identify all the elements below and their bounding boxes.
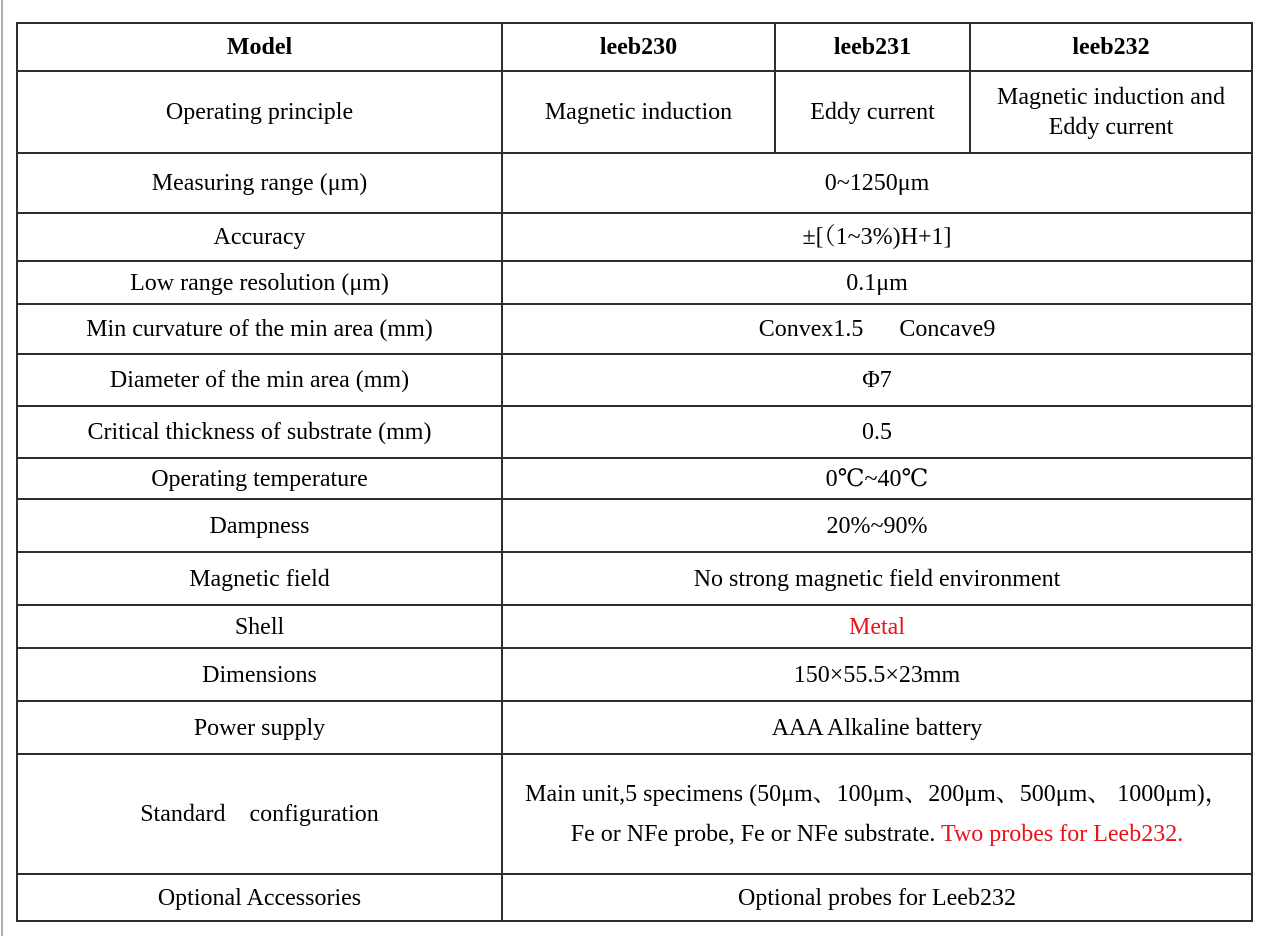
row-label: Magnetic field bbox=[17, 552, 502, 605]
spec-table bbox=[16, 22, 1253, 922]
row-label: Accuracy bbox=[17, 213, 502, 261]
row-value: ±[（1~3%)H+1] bbox=[502, 213, 1252, 261]
row-value: AAA Alkaline battery bbox=[502, 701, 1252, 754]
row-label: Optional Accessories bbox=[17, 874, 502, 921]
table-row bbox=[17, 648, 1252, 701]
model-label: Model bbox=[17, 23, 502, 71]
row-label: Measuring range (μm) bbox=[17, 153, 502, 213]
table-row bbox=[17, 261, 1252, 304]
row-label: Diameter of the min area (mm) bbox=[17, 354, 502, 406]
operating-principle-row bbox=[17, 71, 1252, 153]
row-value: 20%~90% bbox=[502, 499, 1252, 552]
row-value: 150×55.5×23mm bbox=[502, 648, 1252, 701]
row-label: Operating principle bbox=[17, 71, 502, 153]
principle-leeb231: Eddy current bbox=[775, 71, 970, 153]
page-edge-rule bbox=[1, 0, 3, 936]
principle-leeb232: Magnetic induction and Eddy current bbox=[970, 71, 1252, 153]
table-row bbox=[17, 406, 1252, 458]
table-row bbox=[17, 458, 1252, 499]
row-value: Φ7 bbox=[502, 354, 1252, 406]
table-row bbox=[17, 605, 1252, 648]
row-label: Low range resolution (μm) bbox=[17, 261, 502, 304]
principle-leeb230: Magnetic induction bbox=[502, 71, 775, 153]
config-highlight: Two probes for Leeb232. bbox=[940, 821, 1184, 847]
row-label: Dimensions bbox=[17, 648, 502, 701]
model-leeb232: leeb232 bbox=[970, 23, 1252, 71]
row-label: Operating temperature bbox=[17, 458, 502, 499]
table-row bbox=[17, 552, 1252, 605]
row-value: No strong magnetic field environment bbox=[502, 552, 1252, 605]
header-row bbox=[17, 23, 1252, 71]
standard-configuration-value bbox=[502, 754, 1252, 874]
row-value: 0~1250μm bbox=[502, 153, 1252, 213]
standard-configuration-row bbox=[17, 754, 1252, 874]
row-label: Critical thickness of substrate (mm) bbox=[17, 406, 502, 458]
row-value: 0℃~40℃ bbox=[502, 458, 1252, 499]
row-label: Power supply bbox=[17, 701, 502, 754]
row-value: 0.1μm bbox=[502, 261, 1252, 304]
row-label: Standard configuration bbox=[17, 754, 502, 874]
table-row bbox=[17, 153, 1252, 213]
row-label: Shell bbox=[17, 605, 502, 648]
table-row bbox=[17, 701, 1252, 754]
model-leeb230: leeb230 bbox=[502, 23, 775, 71]
row-label: Dampness bbox=[17, 499, 502, 552]
optional-accessories-row bbox=[17, 874, 1252, 921]
table-row bbox=[17, 304, 1252, 354]
table-row bbox=[17, 354, 1252, 406]
row-label: Min curvature of the min area (mm) bbox=[17, 304, 502, 354]
model-leeb231: leeb231 bbox=[775, 23, 970, 71]
row-value: Convex1.5 Concave9 bbox=[502, 304, 1252, 354]
config-text: Main unit,5 specimens (50μm、100μm、200μm、500μm、 1000μm)， Fe or NFe probe, Fe or NFe substrate. bbox=[525, 781, 1229, 847]
table-row bbox=[17, 213, 1252, 261]
row-value: 0.5 bbox=[502, 406, 1252, 458]
shell-value: Metal bbox=[502, 605, 1252, 648]
table-row bbox=[17, 499, 1252, 552]
row-value: Optional probes for Leeb232 bbox=[502, 874, 1252, 921]
